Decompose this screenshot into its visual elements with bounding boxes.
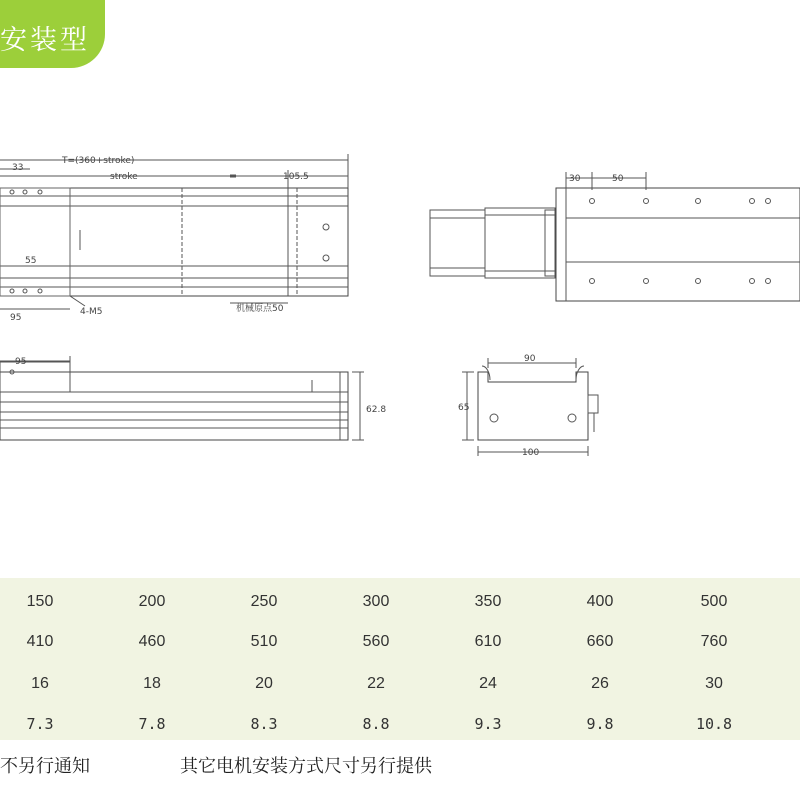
dim-95-side: 95 (15, 357, 27, 367)
dim-bolt: 4-M5 (80, 307, 103, 317)
dim-65: 65 (458, 403, 470, 413)
table-cell: 610 (474, 633, 502, 650)
dim-33: 33 (12, 163, 24, 173)
dim-95-top: 95 (10, 313, 22, 323)
dim-90: 90 (524, 354, 536, 364)
table-cell: 460 (138, 633, 166, 650)
table-cell: 30 (705, 675, 723, 692)
table-row (0, 582, 800, 622)
note-left: 不另行通知 (0, 756, 90, 777)
end-view-drawing (430, 172, 800, 301)
table-cell: 560 (362, 633, 390, 650)
table-cell: 200 (138, 593, 166, 610)
table-cell: 7.8 (138, 715, 166, 733)
mechanical-origin-label: 机械原点50 (236, 304, 284, 314)
table-cell: 10.8 (695, 715, 733, 733)
table-cell: 150 (26, 593, 54, 610)
table-cell: 18 (143, 675, 161, 692)
table-row (0, 622, 800, 662)
table-row (0, 664, 800, 704)
table-cell: 410 (26, 633, 54, 650)
table-cell: 26 (591, 675, 609, 692)
dim-105-5: 105.5 (283, 172, 309, 182)
table-row (0, 704, 800, 744)
section-view-drawing (462, 358, 598, 456)
table-cell: 24 (479, 675, 497, 692)
table-cell: 500 (700, 593, 728, 610)
table-cell: 22 (367, 675, 385, 692)
dim-50: 50 (612, 174, 624, 184)
dim-stroke: stroke (110, 172, 138, 182)
table-cell: 8.8 (362, 715, 390, 733)
table-cell: 660 (586, 633, 614, 650)
side-view-drawing (0, 356, 364, 440)
dim-55: 55 (25, 256, 37, 266)
table-cell: 760 (700, 633, 728, 650)
dim-100: 100 (522, 448, 540, 458)
table-cell: 250 (250, 593, 278, 610)
table-cell: 510 (250, 633, 278, 650)
table-cell: 20 (255, 675, 273, 692)
dim-height: 62.8 (366, 405, 387, 415)
table-cell: 400 (586, 593, 614, 610)
note-right: 其它电机安装方式尺寸另行提供 (180, 756, 432, 777)
table-cell: 9.3 (474, 715, 502, 733)
table-cell: 16 (31, 675, 49, 692)
page-title: 安装型 (0, 25, 90, 56)
table-cell: 8.3 (250, 715, 278, 733)
dim-total-length: T=(360+stroke) (62, 156, 135, 166)
dim-30: 30 (569, 174, 581, 184)
table-cell: 350 (474, 593, 502, 610)
table-cell: 300 (362, 593, 390, 610)
table-cell: 9.8 (586, 715, 614, 733)
table-cell: 7.3 (26, 715, 54, 733)
